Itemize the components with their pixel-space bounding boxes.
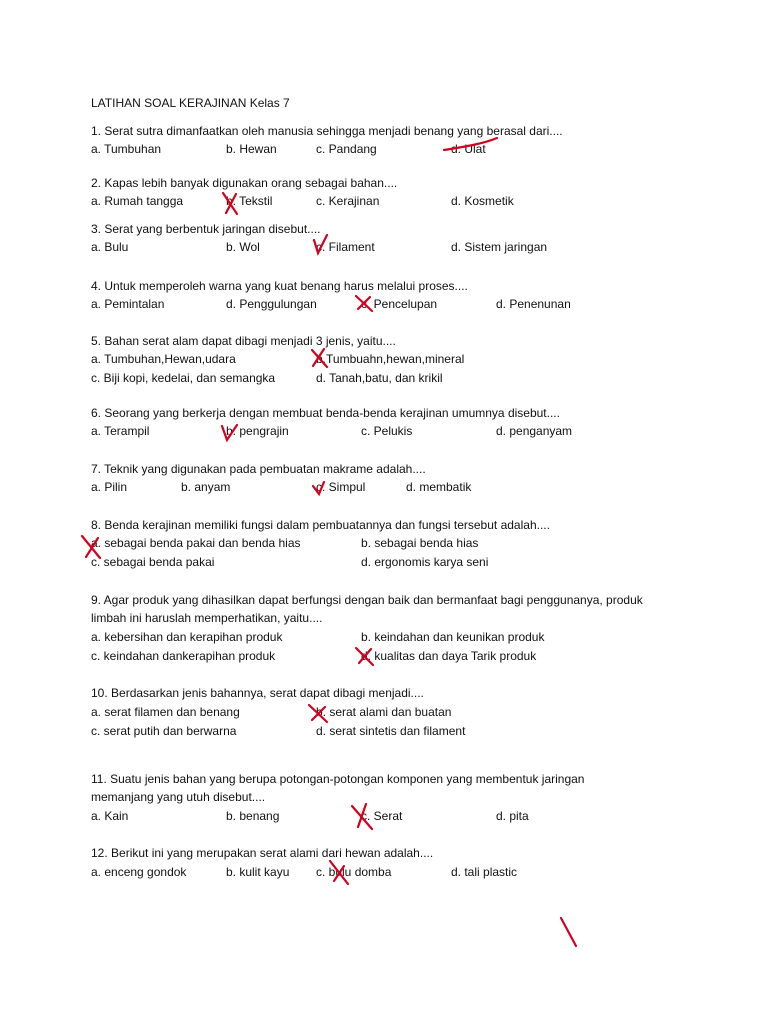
question-5-option-c: c. Biji kopi, kedelai, dan semangka [91, 371, 276, 385]
question-3-option-a: a. Bulu [91, 240, 129, 254]
question-12-option-d: d. tali plastic [451, 865, 518, 879]
question-7-option-c: c. Simpul [316, 480, 366, 494]
question-11-option-d: d. pita [496, 809, 529, 823]
stray-pen-stroke [561, 918, 576, 946]
question-2-option-b: b. Tekstil [226, 194, 273, 208]
question-1-text: 1. Serat sutra dimanfaatkan oleh manusia sehingga menjadi benang yang berasal dari.... [91, 124, 563, 138]
question-2-option-a: a. Rumah tangga [91, 194, 184, 208]
question-11-text-continued: memanjang yang utuh disebut.... [91, 790, 266, 804]
question-5-option-b: b.Tumbuahn,hewan,mineral [316, 352, 465, 366]
question-6-text: 6. Seorang yang berkerja dengan membuat benda-benda kerajinan umumnya disebut.... [91, 406, 560, 420]
question-6-option-d: d. penganyam [496, 424, 573, 438]
question-10-option-c: c. serat putih dan berwarna [91, 724, 237, 738]
question-2-option-d: d. Kosmetik [451, 194, 514, 208]
question-8-option-c: c. sebagai benda pakai [91, 555, 215, 569]
question-4-text: 4. Untuk memperoleh warna yang kuat benang harus melalui proses.... [91, 279, 468, 293]
question-9-text-continued: limbah ini haruslah memperhatikan, yaitu.... [91, 611, 323, 625]
question-10-option-b: b. serat alami dan buatan [316, 705, 452, 719]
question-4-option-c: c. Pencelupan [361, 297, 438, 311]
question-2-option-c: c. Kerajinan [316, 194, 380, 208]
question-6-option-b: b. pengrajin [226, 424, 289, 438]
question-9-text: 9. Agar produk yang dihasilkan dapat berfungsi dengan baik dan bermanfaat bagi penggunanya, produk [91, 593, 643, 607]
question-5-text: 5. Bahan serat alam dapat dibagi menjadi 3 jenis, yaitu.... [91, 334, 396, 348]
question-11-text: 11. Suatu jenis bahan yang berupa potongan-potongan komponen yang membentuk jaringan [91, 772, 585, 786]
question-8-option-b: b. sebagai benda hias [361, 536, 479, 550]
question-10-text: 10. Berdasarkan jenis bahannya, serat dapat dibagi menjadi.... [91, 686, 424, 700]
question-4-option-a: a. Pemintalan [91, 297, 165, 311]
question-7-option-b: b. anyam [181, 480, 231, 494]
question-12-option-c: c. bulu domba [316, 865, 392, 879]
question-5-option-d: d. Tanah,batu, dan krikil [316, 371, 443, 385]
question-1-option-d: d. Ulat [451, 142, 486, 156]
question-3-option-c: c. Filament [316, 240, 375, 254]
page-title: LATIHAN SOAL KERAJINAN Kelas 7 [91, 96, 290, 110]
question-4-option-d: d. Penenunan [496, 297, 571, 311]
question-12-option-b: b. kulit kayu [226, 865, 290, 879]
question-6-option-a: a. Terampil [91, 424, 150, 438]
question-5-option-a: a. Tumbuhan,Hewan,udara [91, 352, 236, 366]
question-11-option-c: c. Serat [361, 809, 403, 823]
question-12-option-a: a. enceng gondok [91, 865, 187, 879]
question-2-text: 2. Kapas lebih banyak digunakan orang sebagai bahan.... [91, 176, 398, 190]
question-8-option-a: a. sebagai benda pakai dan benda hias [91, 536, 301, 550]
question-7-option-a: a. Pilin [91, 480, 128, 494]
question-9-option-d: d. kualitas dan daya Tarik produk [361, 649, 537, 663]
question-1-option-c: c. Pandang [316, 142, 377, 156]
question-11-option-a: a. Kain [91, 809, 129, 823]
question-4-option-b: d. Penggulungan [226, 297, 317, 311]
question-3-text: 3. Serat yang berbentuk jaringan disebut.... [91, 222, 321, 236]
question-3-option-d: d. Sistem jaringan [451, 240, 548, 254]
question-1-option-a: a. Tumbuhan [91, 142, 162, 156]
question-10-option-a: a. serat filamen dan benang [91, 705, 240, 719]
question-10-option-d: d. serat sintetis dan filament [316, 724, 466, 738]
question-9-option-c: c. keindahan dankerapihan produk [91, 649, 276, 663]
question-8-text: 8. Benda kerajinan memiliki fungsi dalam pembuatannya dan fungsi tersebut adalah.... [91, 518, 550, 532]
question-12-text: 12. Berikut ini yang merupakan serat alami dari hewan adalah.... [91, 846, 434, 860]
question-3-option-b: b. Wol [226, 240, 260, 254]
question-9-option-b: b. keindahan dan keunikan produk [361, 630, 545, 644]
question-1-option-b: b. Hewan [226, 142, 277, 156]
question-7-option-d: d. membatik [406, 480, 472, 494]
question-6-option-c: c. Pelukis [361, 424, 413, 438]
question-7-text: 7. Teknik yang digunakan pada pembuatan makrame adalah.... [91, 462, 426, 476]
question-8-option-d: d. ergonomis karya seni [361, 555, 489, 569]
question-9-option-a: a. kebersihan dan kerapihan produk [91, 630, 283, 644]
question-11-option-b: b. benang [226, 809, 280, 823]
